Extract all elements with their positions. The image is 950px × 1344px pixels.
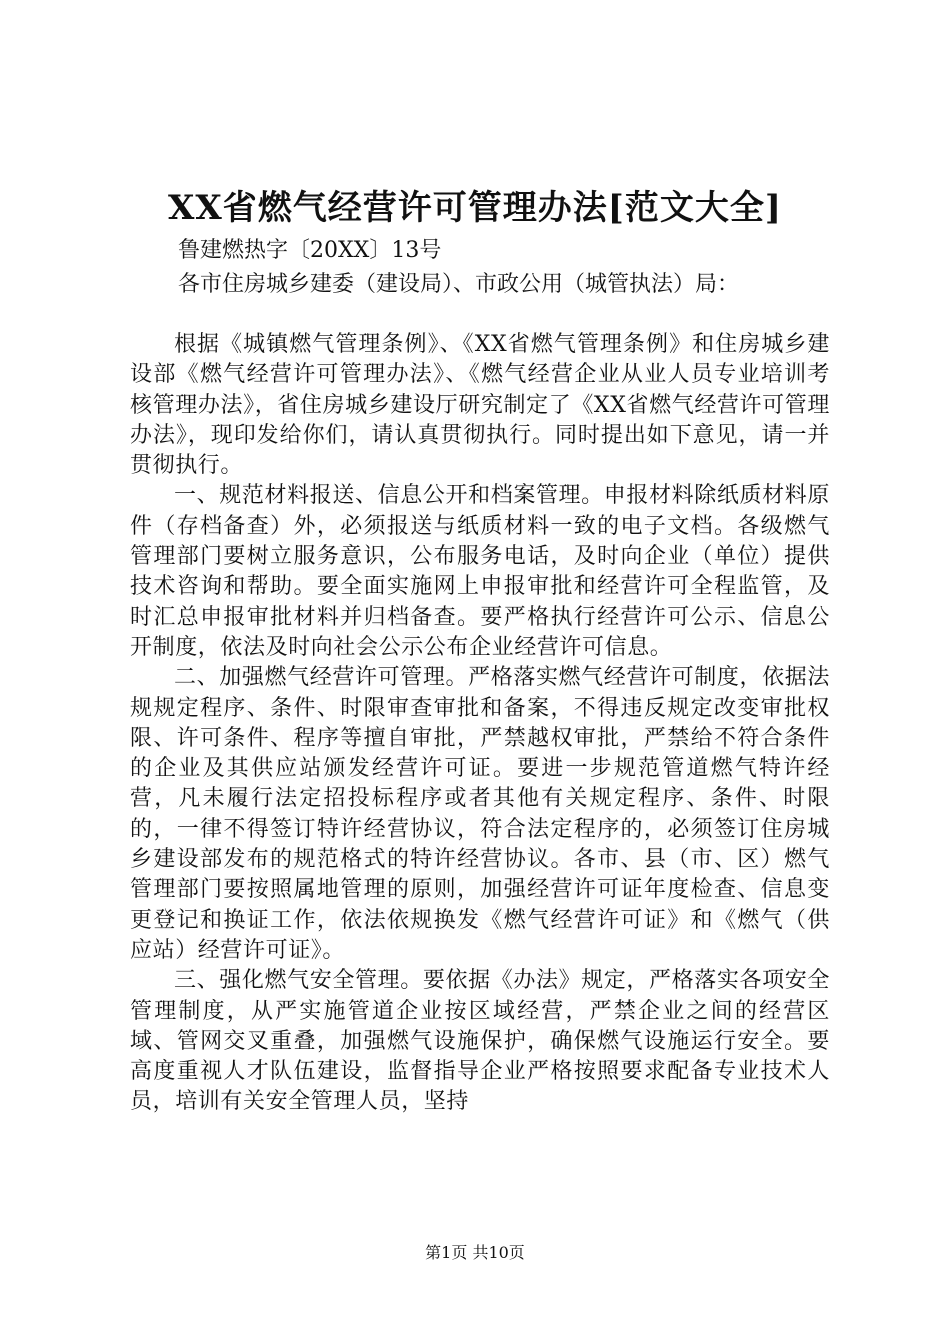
section-1-paragraph: 一、规范材料报送、信息公开和档案管理。申报材料除纸质材料原件（存档备查）外，必须报送与纸质材料一致的电子文档。各级燃气管理部门要树立服务意识，公布服务电话，及时向企业（单位）提供技术咨询和帮助。要全面实施网上申报审批和经营许可全程监管，及时汇总申报审批材料并归档备查。要严格执行经营许可公示、信息公开制度，依法及时向社会公示公布企业经营许可信息。 bbox=[130, 483, 830, 660]
document-number: 鲁建燃热字〔20XX〕13号 bbox=[178, 238, 442, 263]
section-2-paragraph: 二、加强燃气经营许可管理。严格落实燃气经营许可制度，依据法规规定程序、条件、时限审查审批和备案，不得违反规定改变审批权限、许可条件、程序等擅自审批，严禁越权审批，严禁给不符合条件的企业及其供应站颁发经营许可证。要进一步规范管道燃气特许经营，凡未履行法定招投标程序或者其他有关规定程序、条件、时限的，一律不得签订特许经营协议，符合法定程序的，必须签订住房城乡建设部发布的规范格式的特许经营协议。各市、县（市、区）燃气管理部门要按照属地管理的原则，加强经营许可证年度检查、信息变更登记和换证工作，依法依规换发《燃气经营许可证》和《燃气（供应站）经营许可证》。 bbox=[130, 665, 830, 963]
intro-paragraph: 根据《城镇燃气管理条例》、《XX省燃气管理条例》和住房城乡建设部《燃气经营许可管理办法》、《燃气经营企业从业人员专业培训考核管理办法》，省住房城乡建设厅研究制定了《XX省燃气经营许可管理办法》，现印发给你们，请认真贯彻执行。同时提出如下意见，请一并贯彻执行。 bbox=[130, 332, 830, 479]
document-body bbox=[130, 330, 830, 1118]
recipients-line: 各市住房城乡建委（建设局）、市政公用（城管执法）局： bbox=[178, 272, 740, 297]
document-title: XX省燃气经营许可管理办法[范文大全] bbox=[168, 188, 782, 228]
section-3-paragraph: 三、强化燃气安全管理。要依据《办法》规定，严格落实各项安全管理制度，从严实施管道企业按区域经营，严禁企业之间的经营区域、管网交叉重叠，加强燃气设施保护，确保燃气设施运行安全。要高度重视人才队伍建设，监督指导企业严格按照要求配备专业技术人员，培训有关安全管理人员，坚持 bbox=[130, 968, 830, 1115]
page-number-footer: 第1页 共10页 bbox=[425, 1243, 525, 1262]
